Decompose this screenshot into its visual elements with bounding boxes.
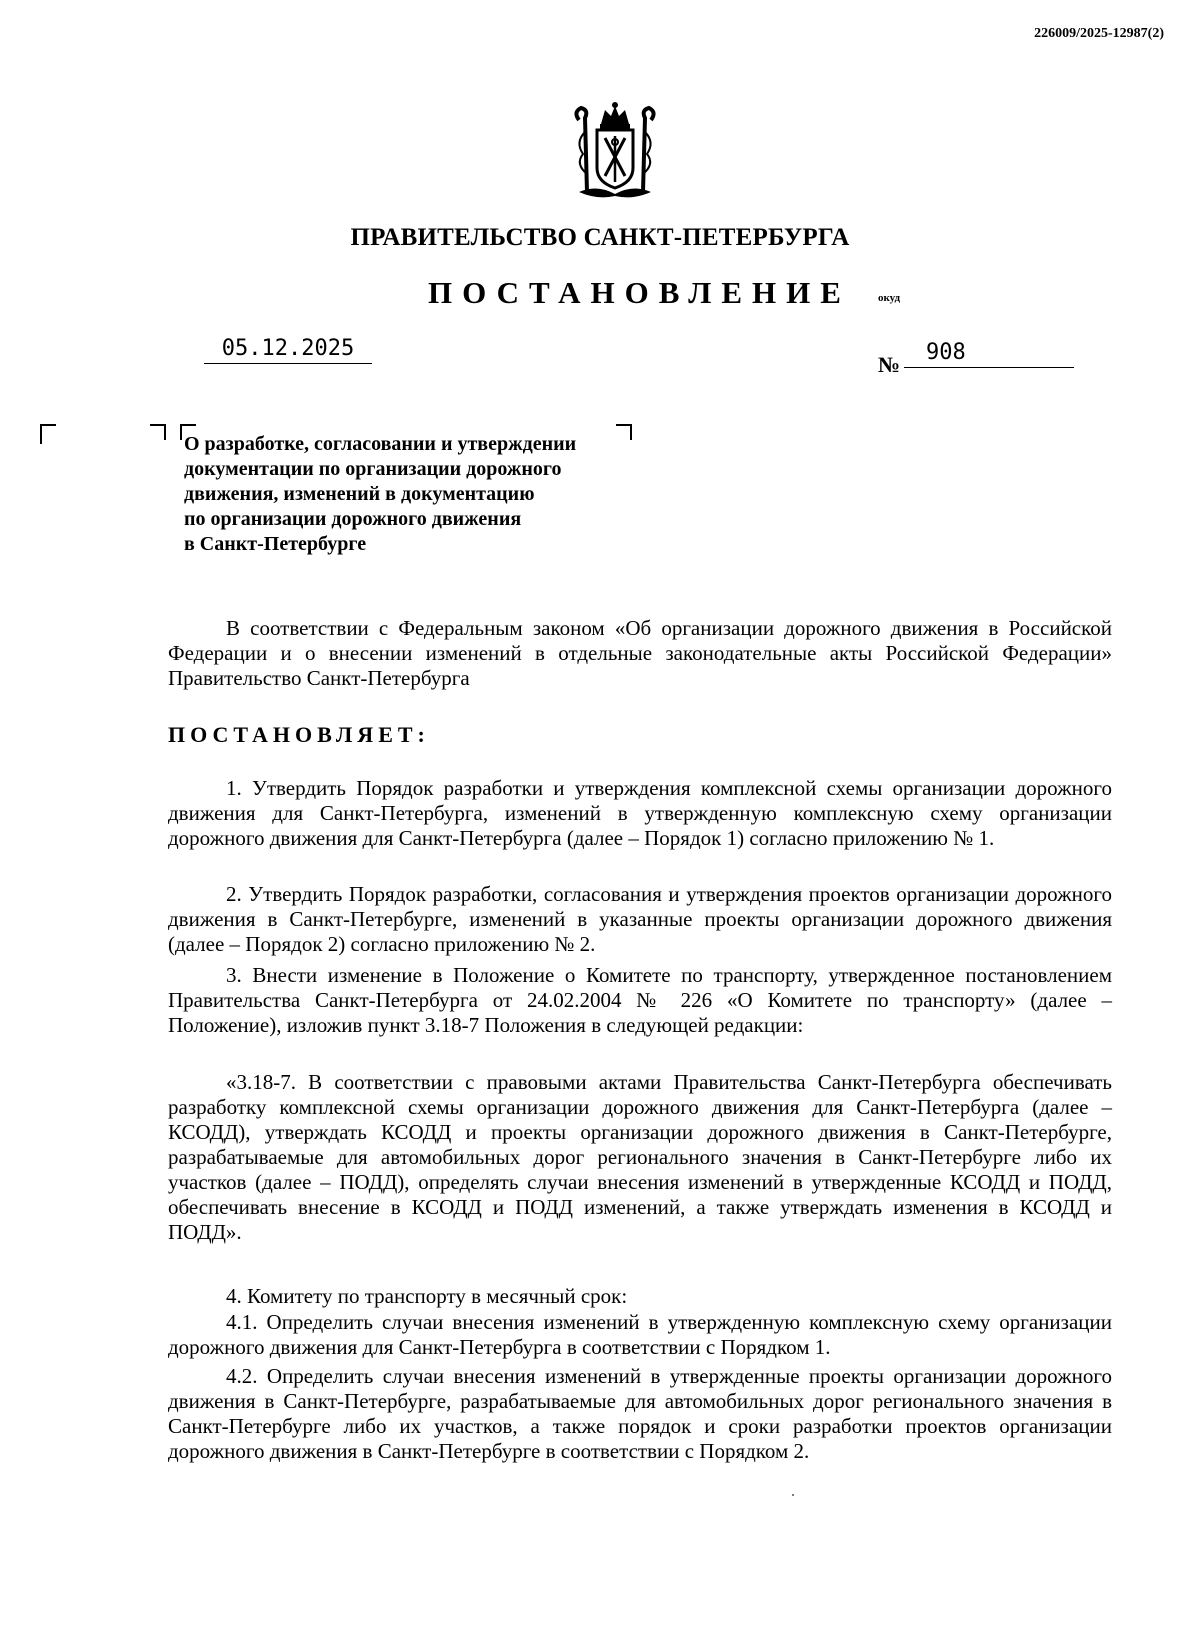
document-subject <box>184 432 684 557</box>
item-1-paragraph: 1. Утвердить Порядок разработки и утверждения комплексной схемы организации дорожного движения для Санкт-Петербурга, изменений в утвержденную комплексную схему организации дорожного движения для Санкт-Петербурга (далее – Порядок 1) согласно приложению № 1. <box>168 776 1112 850</box>
document-number: 908 <box>904 340 1074 368</box>
item-4-1-paragraph: 4.1. Определить случаи внесения изменений в утвержденную комплексную схему организации дорожного движения для Санкт-Петербурга в соответствии с Порядком 1. <box>168 1310 1112 1359</box>
item-3-paragraph: 3. Внести изменение в Положение о Комитете по транспорту, утвержденное постановлением Правительства Санкт-Петербурга от 24.02.2004 № 226 «О Комитете по транспорту» (далее – Положение), изложив пункт 3.18-7 Положения в следующей редакции: <box>168 963 1112 1037</box>
item-3-quote-paragraph: «3.18-7. В соответствии с правовыми актами Правительства Санкт-Петербурга обеспечивать разработку комплексной схемы организации дорожного движения для Санкт-Петербурга (далее – КСОДД), утверждать КСОДД и проекты организации дорожного движения в Санкт-Петербурге, разрабатываемые для автомобильных дорог регионального значения в Санкт-Петербурге либо их участков (далее – ПОДД), определять случаи внесения изменений в утвержденные КСОДД и ПОДД, обеспечивать внесение в КСОДД и ПОДД изменений, а также утверждать изменения в КСОДД и ПОДД». <box>168 1070 1112 1244</box>
item-2-paragraph: 2. Утвердить Порядок разработки, согласования и утверждения проектов организации дорожного движения в Санкт-Петербурге, изменений в указанные проекты организации дорожного движения (далее – Порядок 2) согласно приложению № 2. <box>168 882 1112 956</box>
document-date: 05.12.2025 <box>204 336 372 364</box>
coat-of-arms-icon <box>567 102 663 202</box>
number-sign: № <box>878 352 901 377</box>
document-type-title: ПОСТАНОВЛЕНИЕ <box>428 275 851 310</box>
subject-line: документации по организации дорожного <box>184 458 562 480</box>
subject-line: движения, изменений в документацию <box>184 483 535 505</box>
subject-line: по организации дорожного движения <box>184 508 522 530</box>
registration-number: 226009/2025-12987(2) <box>1034 26 1164 41</box>
scan-speck <box>792 1494 794 1496</box>
preamble-paragraph: В соответствии с Федеральным законом «Об организации дорожного движения в Российской Федерации и о внесении изменений в отдельные законодательные акты Российской Федерации» Правительство Санкт-Петербурга <box>168 616 1112 690</box>
resolves-heading: ПОСТАНОВЛЯЕТ: <box>168 722 430 747</box>
corner-mark-subject-left-a <box>150 424 166 440</box>
government-name: ПРАВИТЕЛЬСТВО САНКТ-ПЕТЕРБУРГА <box>350 224 850 251</box>
subject-line: О разработке, согласовании и утверждении <box>184 433 577 455</box>
subject-line: в Санкт-Петербурге <box>184 533 367 555</box>
corner-mark-top-left <box>40 424 56 444</box>
okud-label: окуд <box>878 292 901 304</box>
item-4-2-paragraph: 4.2. Определить случаи внесения изменений в утвержденные проекты организации дорожного движения в Санкт-Петербурге, разрабатываемые для автомобильных дорог регионального значения в Санкт-Петербурге либо их участков, а также порядок и сроки разработки проектов организации дорожного движения в Санкт-Петербурге в соответствии с Порядком 2. <box>168 1364 1112 1463</box>
item-4-paragraph: 4. Комитету по транспорту в месячный срок: <box>226 1284 628 1308</box>
